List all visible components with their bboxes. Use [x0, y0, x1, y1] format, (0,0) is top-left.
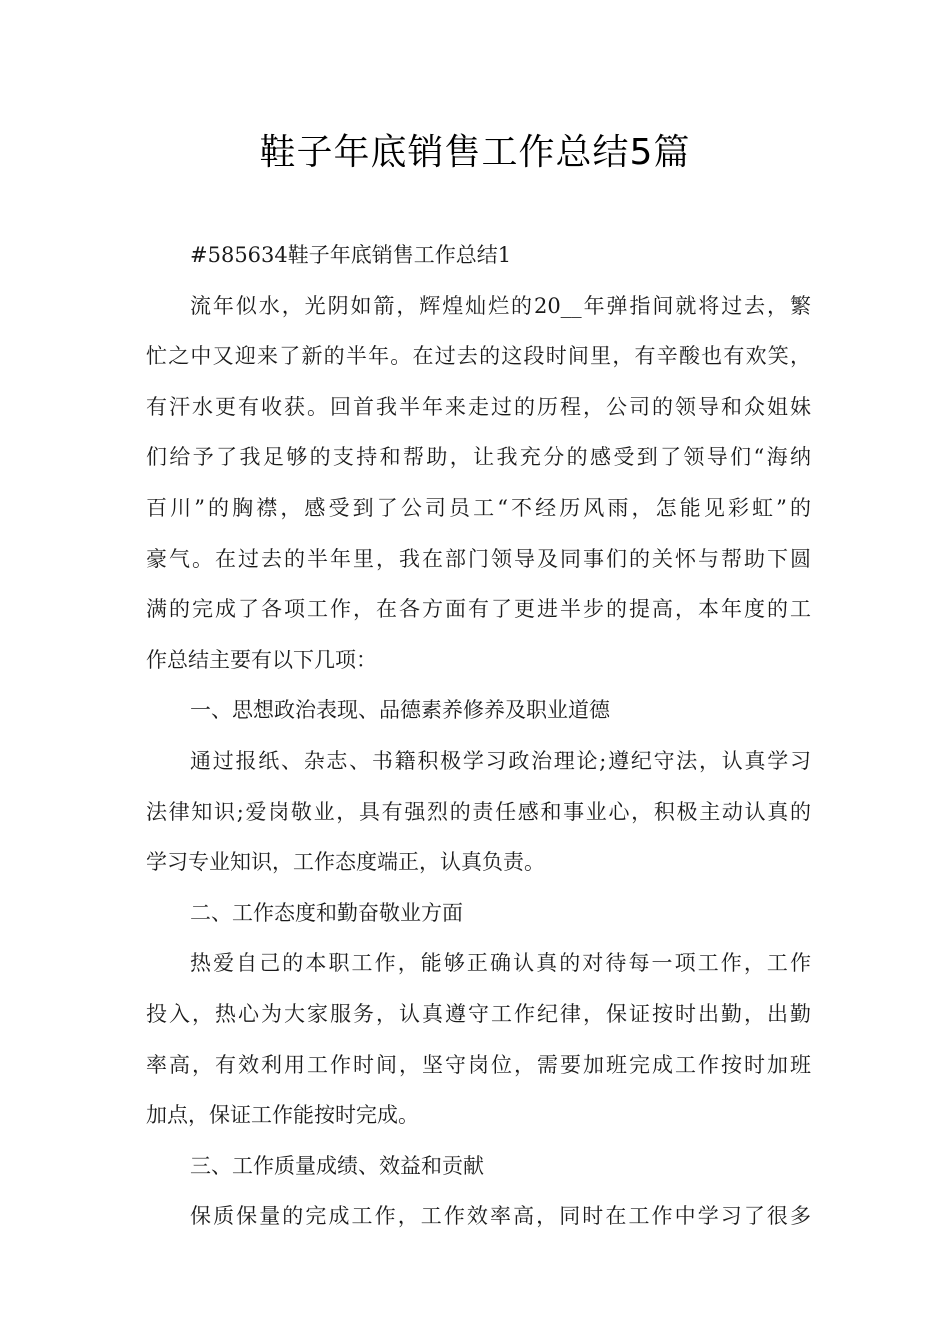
paragraph-line: 有汗水更有收获。回首我半年来走过的历程，公司的领导和众姐妹: [146, 394, 811, 419]
paragraph-line: 百川”的胸襟，感受到了公司员工“不经历风雨，怎能见彩虹”的: [146, 495, 811, 520]
paragraph-line: 热爱自己的本职工作，能够正确认真的对待每一项工作，工作: [190, 951, 811, 976]
paragraph-line: 们给予了我足够的支持和帮助，让我充分的感受到了领导们“海纳: [146, 445, 811, 470]
paragraph-line: 率高，有效利用工作时间，坚守岗位，需要加班完成工作按时加班: [146, 1052, 811, 1077]
section-heading: 一、思想政治表现、品德素养修养及职业道德: [190, 698, 610, 723]
document-title: 鞋子年底销售工作总结5篇: [259, 132, 691, 173]
paragraph-line: 法律知识;爱岗敬业，具有强烈的责任感和事业心，积极主动认真的: [146, 799, 811, 824]
paragraph-line: #585634鞋子年底销售工作总结1: [190, 243, 512, 267]
paragraph-line: 作总结主要有以下几项：: [146, 647, 377, 672]
document-body: [146, 230, 811, 1242]
paragraph-line: 加点，保证工作能按时完成。: [146, 1103, 419, 1128]
paragraph-line: 投入，热心为大家服务，认真遵守工作纪律，保证按时出勤，出勤: [146, 1001, 811, 1026]
paragraph-line: 保质保量的完成工作，工作效率高，同时在工作中学习了很多: [190, 1204, 811, 1229]
paragraph-line: 忙之中又迎来了新的半年。在过去的这段时间里，有辛酸也有欢笑，: [146, 344, 811, 369]
paragraph-line: 豪气。在过去的半年里，我在部门领导及同事们的关怀与帮助下圆: [146, 546, 811, 571]
paragraph-line: 流年似水，光阴如箭，辉煌灿烂的20__年弹指间就将过去，繁: [190, 293, 811, 318]
paragraph-line: 满的完成了各项工作，在各方面有了更进半步的提高，本年度的工: [146, 597, 811, 622]
paragraph-line: 通过报纸、杂志、书籍积极学习政治理论;遵纪守法，认真学习: [190, 748, 811, 773]
section-heading: 三、工作质量成绩、效益和贡献: [190, 1153, 484, 1178]
paragraph-line: 学习专业知识，工作态度端正，认真负责。: [146, 850, 545, 875]
section-heading: 二、工作态度和勤奋敬业方面: [190, 900, 463, 925]
